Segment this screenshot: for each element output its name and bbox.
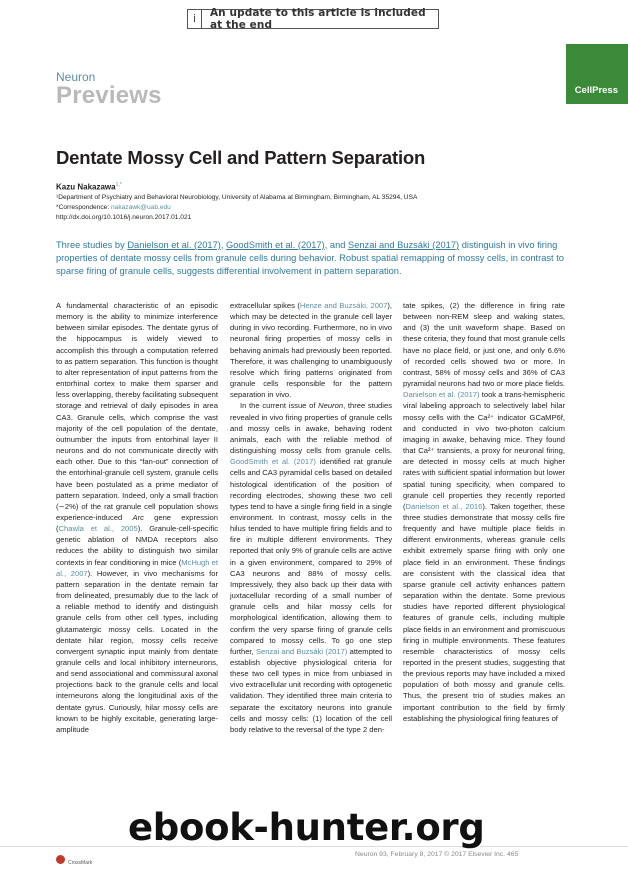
- reference-link[interactable]: Danielson et al. (2017): [403, 390, 480, 400]
- correspondence: [56, 204, 171, 211]
- body-text: took a trans-hemispheric viral labeling approach to selectively label hilar mossy cells with the Ca²⁺ indicator GCaMP6f, and conducted in vivo two-photon calcium imaging in awake, behaving mice. They found that Ca²⁺ transients, a proxy for neuronal firing, are detected in mossy cells at much higher rates with sufficient spatial information but lower spatial tuning specificity, when compared to granule cell properties they recently reported (: [403, 390, 565, 511]
- body-text: extracellular spikes (: [230, 301, 300, 310]
- body-text: A fundamental characteristic of an episodic memory is the ability to minimize interference between similar episodes. The dentate gyrus of the hippocampus is widely viewed to accomplish this through a computation referred to as pattern separation. This function is thought to alter representation of input patterns from the entorhinal cortex to make them sparser and less overlapping, thereby facilitating subsequent storage and retrieval of daily episodes in area CA3. Granule cells, which comprise the vast majority of the cell population of the dentate, outnumber the inputs from entorhinal layer II neurons and do not communicate directly with each other. Due to this “fan-out” connection of the entorhinal-granule cell system, granule cells have been postulated as a prime mediator of pattern separation. Indeed, only a small fraction (∼2%) of the rat granule cell population shows experience-induced: [56, 301, 218, 522]
- crossmark-badge[interactable]: [56, 851, 92, 869]
- summary-ref-link[interactable]: GoodSmith et al. (2017): [226, 240, 325, 250]
- reference-link[interactable]: Chawla et al., 2005: [58, 524, 138, 534]
- body-column-3: [403, 300, 565, 724]
- affiliation: ¹Department of Psychiatry and Behavioral Neurobiology, University of Alabama at Birmingham, Birmingham, AL 35294, USA: [56, 194, 418, 201]
- body-text: identified rat granule cells and CA3 pyramidal cells based on detailed histological identification of the position of recording electrodes, showing these two cell types tend to have a single firing field in a single environment. In contrast, mossy cells in the hilus tended to have multiple firing fields and to fire in multiple different environments. They reported that only 9% of granule cells are active in a given environment, compared to 29% of CA3 neurons and 88% of mossy cells. Impressively, they also back up their data with juxtacellular recording of a small number of granule cells and hilar mossy cells for morphological identification, allowing them to confirm the very sparse firing of granule cells compared to mossy cells. To go one step further,: [230, 457, 393, 656]
- body-text: gene expression (: [56, 512, 218, 534]
- summary-text: distinguish in vivo firing properties of dentate mossy cells from granule cells during behavior. Robust spatial remapping of mossy cells, in contrast to sparse firing of granule cells, suggests differential involvement in pattern separation.: [56, 240, 564, 277]
- body-text: ). Taken together, these three studies demonstrate that mossy cells fire frequently and have multiple place fields in different environments, whereas granule cells exhibit extremely sparse firing with only one place field in an environment. These findings are consistent with the classical idea that sparse granule cell activity enhances pattern separation within the dentate. Some previous studies have reported different physiological features of granule cells, including multiple place fields in an environment and promiscuous firing in multiple environments. These features resemble characteristics of mossy cells reported in the present studies, suggesting that the previous reports may have included a mixed population of both mossy and granule cells. Thus, the present trio of studies makes an important contribution to the field by firmly establishing the physiological firing features of: [403, 501, 565, 723]
- correspondence-label: *Correspondence:: [56, 204, 111, 211]
- body-text: ). Granule-cell-specific genetic ablation of NMDA receptors also reduces the ability to distinguish two similar contexts in fear conditioning in mice (: [56, 524, 218, 567]
- reference-link[interactable]: McHugh et al., 2007: [56, 557, 218, 578]
- body-paragraph: [403, 300, 565, 724]
- summary-text: ,: [220, 240, 227, 250]
- author-superscript: 1,*: [115, 182, 122, 188]
- body-text: attempted to establish objective physiological criteria for these two cell types in mice from unbiased in vivo extracellular unit recording with optogenetic validation. They identified three main criteria to separate the excitatory neurons into granule cells and mossy cells: (1) location of the cell body relative to the reversal of the type 2 den-: [230, 646, 393, 734]
- body-text: In the current issue of: [240, 401, 319, 411]
- summary-text: Three studies by: [56, 240, 128, 250]
- article-title: Dentate Mossy Cell and Pattern Separation: [56, 147, 426, 168]
- summary-ref-link[interactable]: Danielson et al. (2017): [127, 240, 221, 250]
- body-paragraph: [230, 400, 392, 735]
- body-text: ). However, in vivo mechanisms for pattern separation in the dentate remain far from delineated, presumably due to the lack of a reliable method to identify and distinguish granule cells from other cell types, including glutamatergic mossy cells. Located in the dentate hilar region, mossy cells receive convergent synaptic input mainly from dentate granule cells and local inhibitory interneurons, and send associational and commissural axonal projections back to the granule cells and local interneurons along the longitudinal axis of the dentate gyrus. Curiously, hilar mossy cells are known to be highly excitable, generating large-amplitude: [56, 568, 218, 734]
- reference-link[interactable]: Henze and Buzsáki, 2007: [299, 301, 388, 310]
- reference-link[interactable]: Senzai and Buzsáki (2017): [255, 646, 348, 656]
- footer-citation: Neuron 93, February 8, 2017 © 2017 Elsevier Inc. 465: [355, 851, 519, 858]
- reference-link[interactable]: GoodSmith et al. (2017): [230, 457, 316, 467]
- correspondence-email-link[interactable]: nakazawk@uab.edu: [110, 204, 171, 211]
- journal-name: Neuron: [56, 70, 96, 84]
- body-text: ), which may be detected in the granule cell layer during in vivo recording. Furthermore, no in vivo neuronal firing properties of mossy cells in behaving animals had previously been reported. Therefore, it was challenging to unambiguously resolve which firing patterns originated from granule cells responsible for the pattern separation in vivo.: [230, 301, 392, 400]
- info-icon: i: [188, 10, 202, 28]
- summary-ref-link[interactable]: Senzai and Buzsáki (2017): [348, 240, 460, 250]
- section-title: Previews: [56, 82, 162, 109]
- author-text: Kazu Nakazawa: [56, 182, 116, 192]
- body-column-2: [230, 300, 392, 735]
- watermark-text: ebook-hunter.org: [128, 806, 485, 849]
- italic-text: Arc: [132, 512, 144, 522]
- cellpress-logo-text: CellPress: [574, 85, 618, 96]
- doi-link[interactable]: http://dx.doi.org/10.1016/j.neuron.2017.01.021: [56, 214, 192, 221]
- reference-link[interactable]: Danielson et al., 2016: [405, 501, 483, 511]
- italic-text: Neuron: [318, 401, 344, 411]
- body-text: tate spikes, (2) the difference in firing rate between non-REM sleep and waking states, and (3) the unit waveform shape. Based on these criteria, they found that most granule cells have no place field, or just one, and only 6.6% of recorded cells showed two or more. In contrast, 58% of mossy cells and 36% of CA3 pyramidal neurons had two or more place fields.: [403, 301, 565, 389]
- body-paragraph: [230, 300, 392, 400]
- body-paragraph: [56, 300, 218, 735]
- crossmark-label: CrossMark: [68, 860, 93, 866]
- summary-text: , and: [324, 240, 348, 250]
- update-banner-text: An update to this article is included at the end: [209, 7, 426, 31]
- cellpress-logo: [566, 44, 628, 104]
- body-text: , three studies revealed in vivo firing properties of granule cells and mossy cells in awake, behaving rodent animals, each with the reliable method of distinguishing mossy cells from granule cells.: [230, 401, 392, 456]
- body-column-1: [56, 300, 218, 735]
- update-banner[interactable]: [187, 9, 439, 29]
- summary-abstract: [56, 239, 576, 279]
- author-name: [56, 182, 122, 192]
